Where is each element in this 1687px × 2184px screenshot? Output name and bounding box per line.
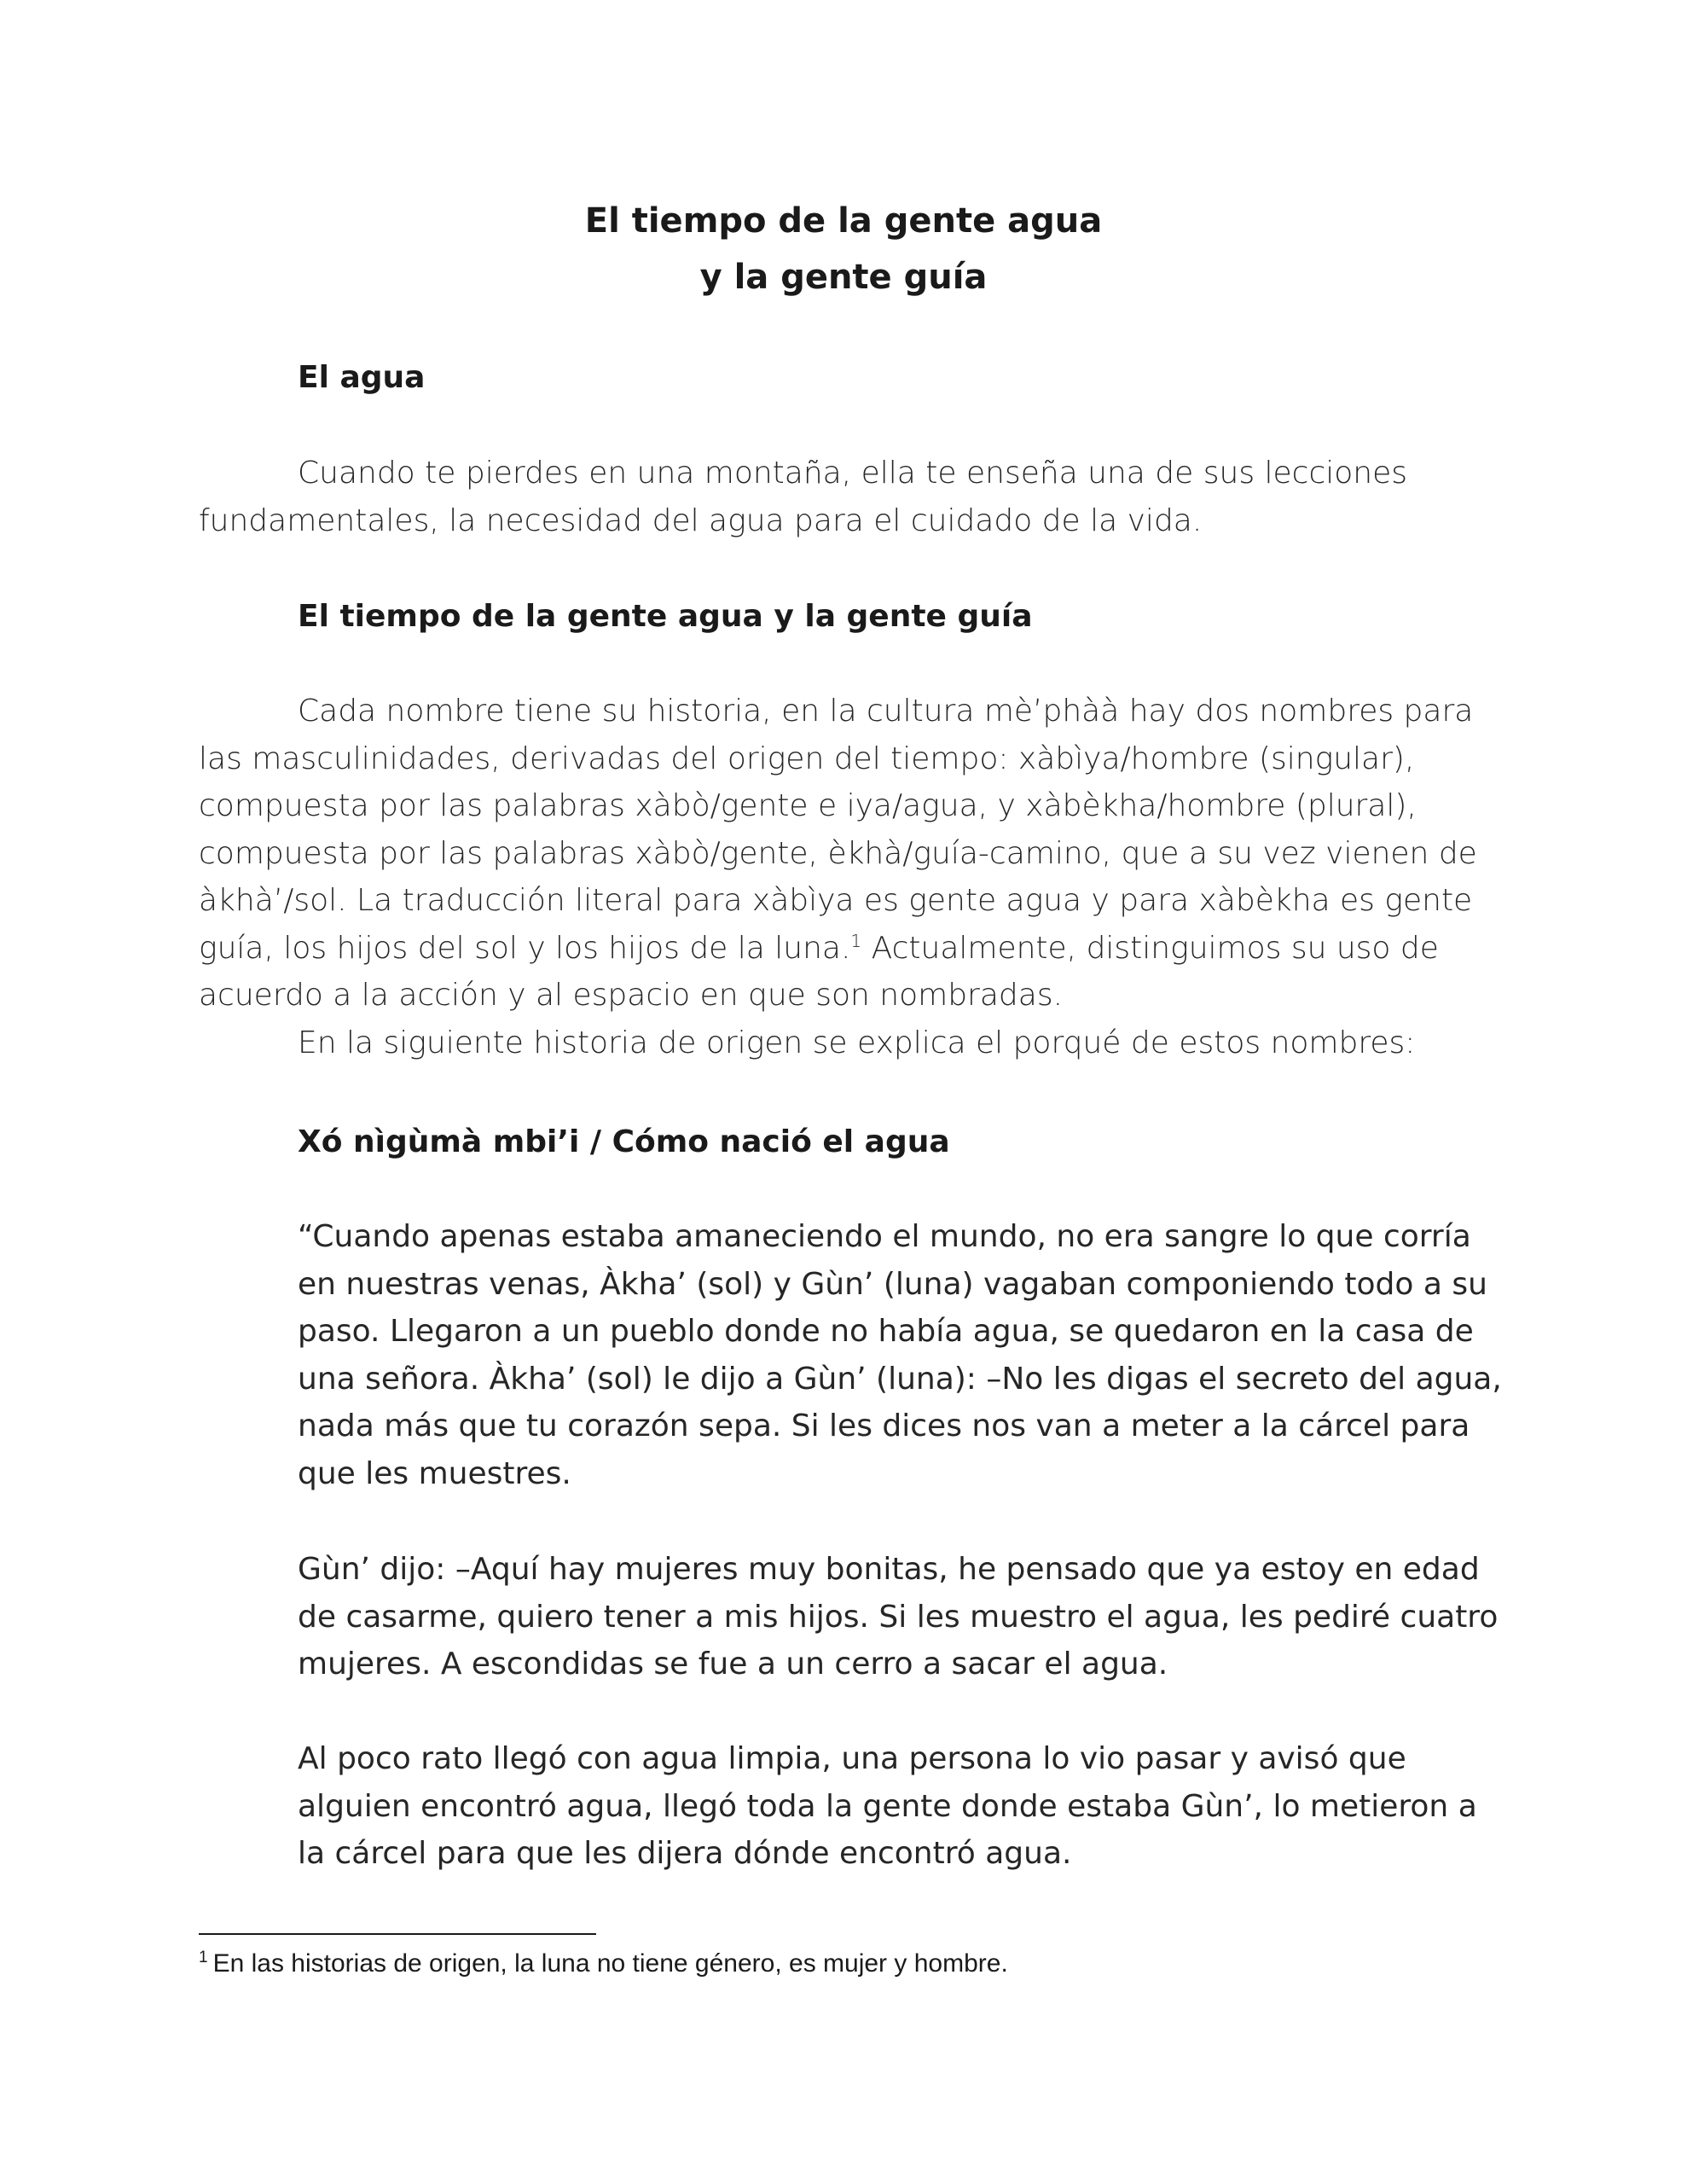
story-paragraph-1 <box>298 1213 1509 1497</box>
paragraph-line: nada más que tu corazón sepa. Si les dices nos van a meter a la cárcel para <box>298 1409 1470 1443</box>
paragraph-line: Cuando te pierdes en una montaña, ella te enseña una de sus lecciones <box>298 456 1408 491</box>
paragraph-line: en nuestras venas, Àkha’ (sol) y Gùn’ (luna) vagaban componiendo todo a su <box>298 1266 1487 1302</box>
paragraph-line: que les muestres. <box>298 1455 571 1491</box>
paragraph-line: Cada nombre tiene su historia, en la cultura mè’phàà hay dos nombres para <box>298 694 1474 729</box>
line-text: Actualmente, distinguimos su uso de <box>861 930 1439 966</box>
paragraph-line: mujeres. A escondidas se fue a un cerro a sacar el agua. <box>298 1647 1168 1682</box>
paragraph-line: “Cuando apenas estaba amaneciendo el mundo, no era sangre lo que corría <box>298 1219 1471 1254</box>
paragraph-line: acuerdo a la acción y al espacio en que son nombradas. <box>199 978 1064 1013</box>
paragraph-line: alguien encontró agua, llegó toda la gente donde estaba Gùn’, lo metieron a <box>298 1788 1477 1824</box>
paragraph-line: En la siguiente historia de origen se explica el porqué de estos nombres: <box>298 1025 1416 1060</box>
section2-paragraph <box>199 688 1495 1066</box>
paragraph-line: compuesta por las palabras xàbò/gente, èkhà/guía-camino, que a su vez vienen de <box>199 835 1477 871</box>
paragraph-line: fundamentales, la necesidad del agua para el cuidado de la vida. <box>199 502 1203 538</box>
paragraph-line: paso. Llegaron a un pueblo donde no había agua, se quedaron en la casa de <box>298 1314 1474 1349</box>
paragraph-line: de casarme, quiero tener a mis hijos. Si les muestro el agua, les pediré cuatro <box>298 1599 1499 1635</box>
paragraph-line: àkhà’/sol. La traducción literal para xàbìya es gente agua y para xàbèkha es gente <box>199 883 1473 918</box>
paragraph-line: una señora. Àkha’ (sol) le dijo a Gùn’ (luna): –No les digas el secreto del agua, <box>298 1361 1502 1397</box>
document-title <box>0 193 1687 305</box>
paragraph-line: la cárcel para que les dijera dónde encontró agua. <box>298 1836 1072 1871</box>
footnote-separator <box>199 1933 596 1935</box>
paragraph-line: Gùn’ dijo: –Aquí hay mujeres muy bonitas, he pensado que ya estoy en edad <box>298 1552 1480 1587</box>
paragraph-line: compuesta por las palabras xàbò/gente e iya/agua, y xàbèkha/hombre (plural), <box>199 788 1417 823</box>
section-heading-tiempo: El tiempo de la gente agua y la gente guía <box>298 599 1033 634</box>
line-text: guía, los hijos del sol y los hijos de la luna. <box>199 930 851 966</box>
section1-paragraph <box>199 450 1495 544</box>
footnote-text: En las historias de origen, la luna no tiene género, es mujer y hombre. <box>212 1949 1008 1978</box>
paragraph-line: las masculinidades, derivadas del origen del tiempo: xàbìya/hombre (singular), <box>199 741 1415 776</box>
story-paragraph-2 <box>298 1546 1509 1688</box>
footnote-marker: 1 <box>199 1949 208 1966</box>
section-heading-el-agua: El agua <box>298 360 426 395</box>
title-line-1: El tiempo de la gente agua <box>584 201 1103 241</box>
footnote-reference[interactable]: 1 <box>850 930 862 951</box>
footnote <box>199 1947 1008 1981</box>
story-paragraph-3 <box>298 1735 1509 1878</box>
title-line-2: y la gente guía <box>699 258 988 297</box>
section-heading-como-nacio: Xó nìgùmà mbi’i / Cómo nació el agua <box>298 1124 950 1159</box>
paragraph-line-with-footnote <box>199 925 1495 973</box>
paragraph-line: Al poco rato llegó con agua limpia, una persona lo vio pasar y avisó que <box>298 1741 1406 1776</box>
